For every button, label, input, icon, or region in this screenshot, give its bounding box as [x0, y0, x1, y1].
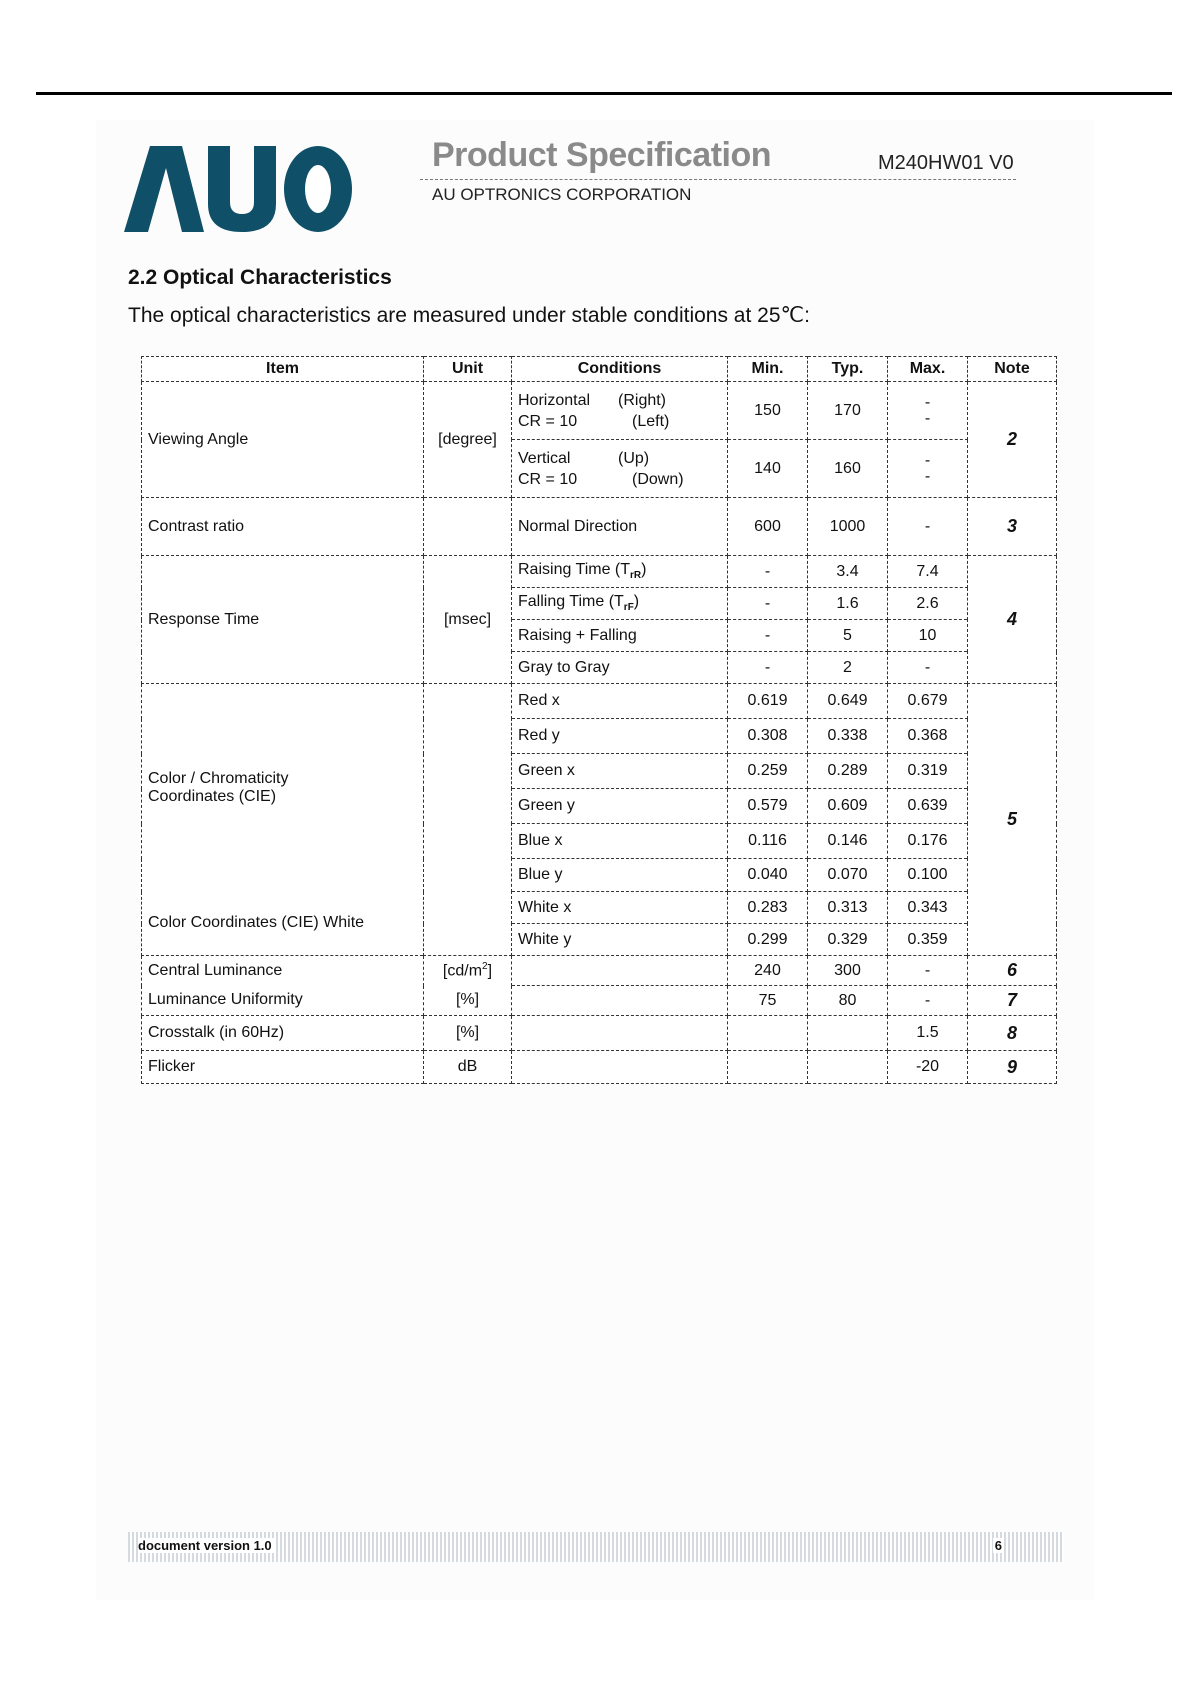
color-condition: Green x	[512, 754, 728, 789]
color-max: 0.359	[888, 924, 968, 956]
header-unit: Unit	[424, 357, 512, 382]
color-typ: 0.609	[808, 789, 888, 824]
flicker-min	[728, 1051, 808, 1084]
flicker-note: 9	[968, 1051, 1057, 1084]
luminance-min: 240	[728, 956, 808, 986]
color-typ: 0.313	[808, 892, 888, 924]
color-note: 5	[968, 684, 1057, 956]
page-footer	[128, 1532, 1064, 1562]
crosstalk-min	[728, 1016, 808, 1051]
optical-characteristics-table	[141, 356, 1057, 1084]
model-number: M240HW01 V0	[878, 152, 1014, 174]
top-rule	[36, 92, 1172, 95]
response-min: -	[728, 588, 808, 620]
color-condition: Blue y	[512, 859, 728, 892]
header-conditions: Conditions	[512, 357, 728, 382]
response-min: -	[728, 556, 808, 588]
auo-logo	[124, 140, 354, 232]
luminance-max: -	[888, 956, 968, 986]
color-unit	[424, 684, 512, 956]
flicker-unit: dB	[424, 1051, 512, 1084]
header-typ: Typ.	[808, 357, 888, 382]
color-min: 0.259	[728, 754, 808, 789]
color-min: 0.308	[728, 719, 808, 754]
color-typ: 0.329	[808, 924, 888, 956]
contrast-item: Contrast ratio	[142, 498, 424, 556]
crosstalk-item: Crosstalk (in 60Hz)	[142, 1016, 424, 1051]
response-max: 7.4	[888, 556, 968, 588]
uniformity-max: -	[888, 986, 968, 1016]
crosstalk-unit: [%]	[424, 1016, 512, 1051]
color-min: 0.040	[728, 859, 808, 892]
color-max: 0.343	[888, 892, 968, 924]
color-typ: 0.146	[808, 824, 888, 859]
uniformity-min: 75	[728, 986, 808, 1016]
color-max: 0.319	[888, 754, 968, 789]
company-name: AU OPTRONICS CORPORATION	[432, 185, 692, 204]
viewing-horizontal-typ: 170	[808, 382, 888, 440]
viewing-horizontal-min: 150	[728, 382, 808, 440]
crosstalk-typ	[808, 1016, 888, 1051]
response-min: -	[728, 620, 808, 652]
color-condition: Green y	[512, 789, 728, 824]
response-note: 4	[968, 556, 1057, 684]
response-typ: 3.4	[808, 556, 888, 588]
page-number: 6	[994, 1538, 1002, 1553]
flicker-max: -20	[888, 1051, 968, 1084]
luminance-condition	[512, 956, 728, 986]
color-min: 0.619	[728, 684, 808, 719]
crosstalk-condition	[512, 1016, 728, 1051]
table-row	[142, 1016, 1057, 1051]
response-condition: Gray to Gray	[512, 652, 728, 684]
color-typ: 0.649	[808, 684, 888, 719]
flicker-typ	[808, 1051, 888, 1084]
viewing-horizontal-max: - -	[888, 382, 968, 440]
viewing-vertical-condition: Vertical (Up) CR = 10 (Down)	[512, 440, 728, 498]
table-row	[142, 498, 1057, 556]
color-max: 0.100	[888, 859, 968, 892]
contrast-note: 3	[968, 498, 1057, 556]
viewing-angle-item: Viewing Angle	[142, 382, 424, 498]
color-condition: White x	[512, 892, 728, 924]
response-min: -	[728, 652, 808, 684]
uniformity-typ: 80	[808, 986, 888, 1016]
response-item: Response Time	[142, 556, 424, 684]
color-max: 0.639	[888, 789, 968, 824]
response-max: -	[888, 652, 968, 684]
color-max: 0.368	[888, 719, 968, 754]
color-min: 0.299	[728, 924, 808, 956]
luminance-item: Central Luminance	[142, 956, 424, 986]
flicker-item: Flicker	[142, 1051, 424, 1084]
crosstalk-max: 1.5	[888, 1016, 968, 1051]
viewing-horizontal-condition: Horizontal (Right) CR = 10 (Left)	[512, 382, 728, 440]
response-condition: Raising Time $(T_{rR})$	[512, 556, 728, 588]
response-unit: [msec]	[424, 556, 512, 684]
color-max: 0.176	[888, 824, 968, 859]
table-row	[142, 382, 1057, 440]
color-condition: Blue x	[512, 824, 728, 859]
header-rule	[420, 179, 1016, 180]
luminance-unit: $[cd/m^2]$	[424, 956, 512, 986]
response-typ: 2	[808, 652, 888, 684]
color-condition: Red y	[512, 719, 728, 754]
viewing-angle-unit: [degree]	[424, 382, 512, 498]
uniformity-unit: [%]	[424, 986, 512, 1016]
color-typ: 0.070	[808, 859, 888, 892]
color-max: 0.679	[888, 684, 968, 719]
viewing-vertical-min: 140	[728, 440, 808, 498]
color-white-item: Color Coordinates (CIE) White	[142, 892, 424, 956]
contrast-max: -	[888, 498, 968, 556]
response-typ: 1.6	[808, 588, 888, 620]
color-condition: Red x	[512, 684, 728, 719]
response-max: 2.6	[888, 588, 968, 620]
response-typ: 5	[808, 620, 888, 652]
viewing-angle-note: 2	[968, 382, 1057, 498]
viewing-vertical-typ: 160	[808, 440, 888, 498]
section-heading: 2.2 Optical Characteristics	[128, 266, 392, 289]
color-typ: 0.289	[808, 754, 888, 789]
uniformity-note: 7	[968, 986, 1057, 1016]
color-condition: White y	[512, 924, 728, 956]
contrast-typ: 1000	[808, 498, 888, 556]
table-row	[142, 956, 1057, 986]
color-chromaticity-item: Color / Chromaticity Coordinates (CIE)	[142, 684, 424, 892]
response-condition: Falling Time $(T_{rF})$	[512, 588, 728, 620]
document-version: document version 1.0	[138, 1538, 276, 1553]
viewing-vertical-max: - -	[888, 440, 968, 498]
flicker-condition	[512, 1051, 728, 1084]
contrast-min: 600	[728, 498, 808, 556]
uniformity-condition	[512, 986, 728, 1016]
response-max: 10	[888, 620, 968, 652]
section-intro: The optical characteristics are measured under stable conditions at 25℃:	[128, 304, 810, 327]
color-min: 0.283	[728, 892, 808, 924]
color-typ: 0.338	[808, 719, 888, 754]
table-row	[142, 556, 1057, 588]
table-row	[142, 986, 1057, 1016]
table-row	[142, 1051, 1057, 1084]
response-condition: Raising + Falling	[512, 620, 728, 652]
color-min: 0.579	[728, 789, 808, 824]
uniformity-item: Luminance Uniformity	[142, 986, 424, 1016]
table-header-row	[142, 357, 1057, 382]
contrast-unit	[424, 498, 512, 556]
table-row	[142, 892, 1057, 924]
crosstalk-note: 8	[968, 1016, 1057, 1051]
document-title: Product Specification	[432, 136, 771, 174]
table-row	[142, 684, 1057, 719]
header-max: Max.	[888, 357, 968, 382]
header-item: Item	[142, 357, 424, 382]
luminance-note: 6	[968, 956, 1057, 986]
contrast-condition: Normal Direction	[512, 498, 728, 556]
color-min: 0.116	[728, 824, 808, 859]
header-min: Min.	[728, 357, 808, 382]
luminance-typ: 300	[808, 956, 888, 986]
header-note: Note	[968, 357, 1057, 382]
